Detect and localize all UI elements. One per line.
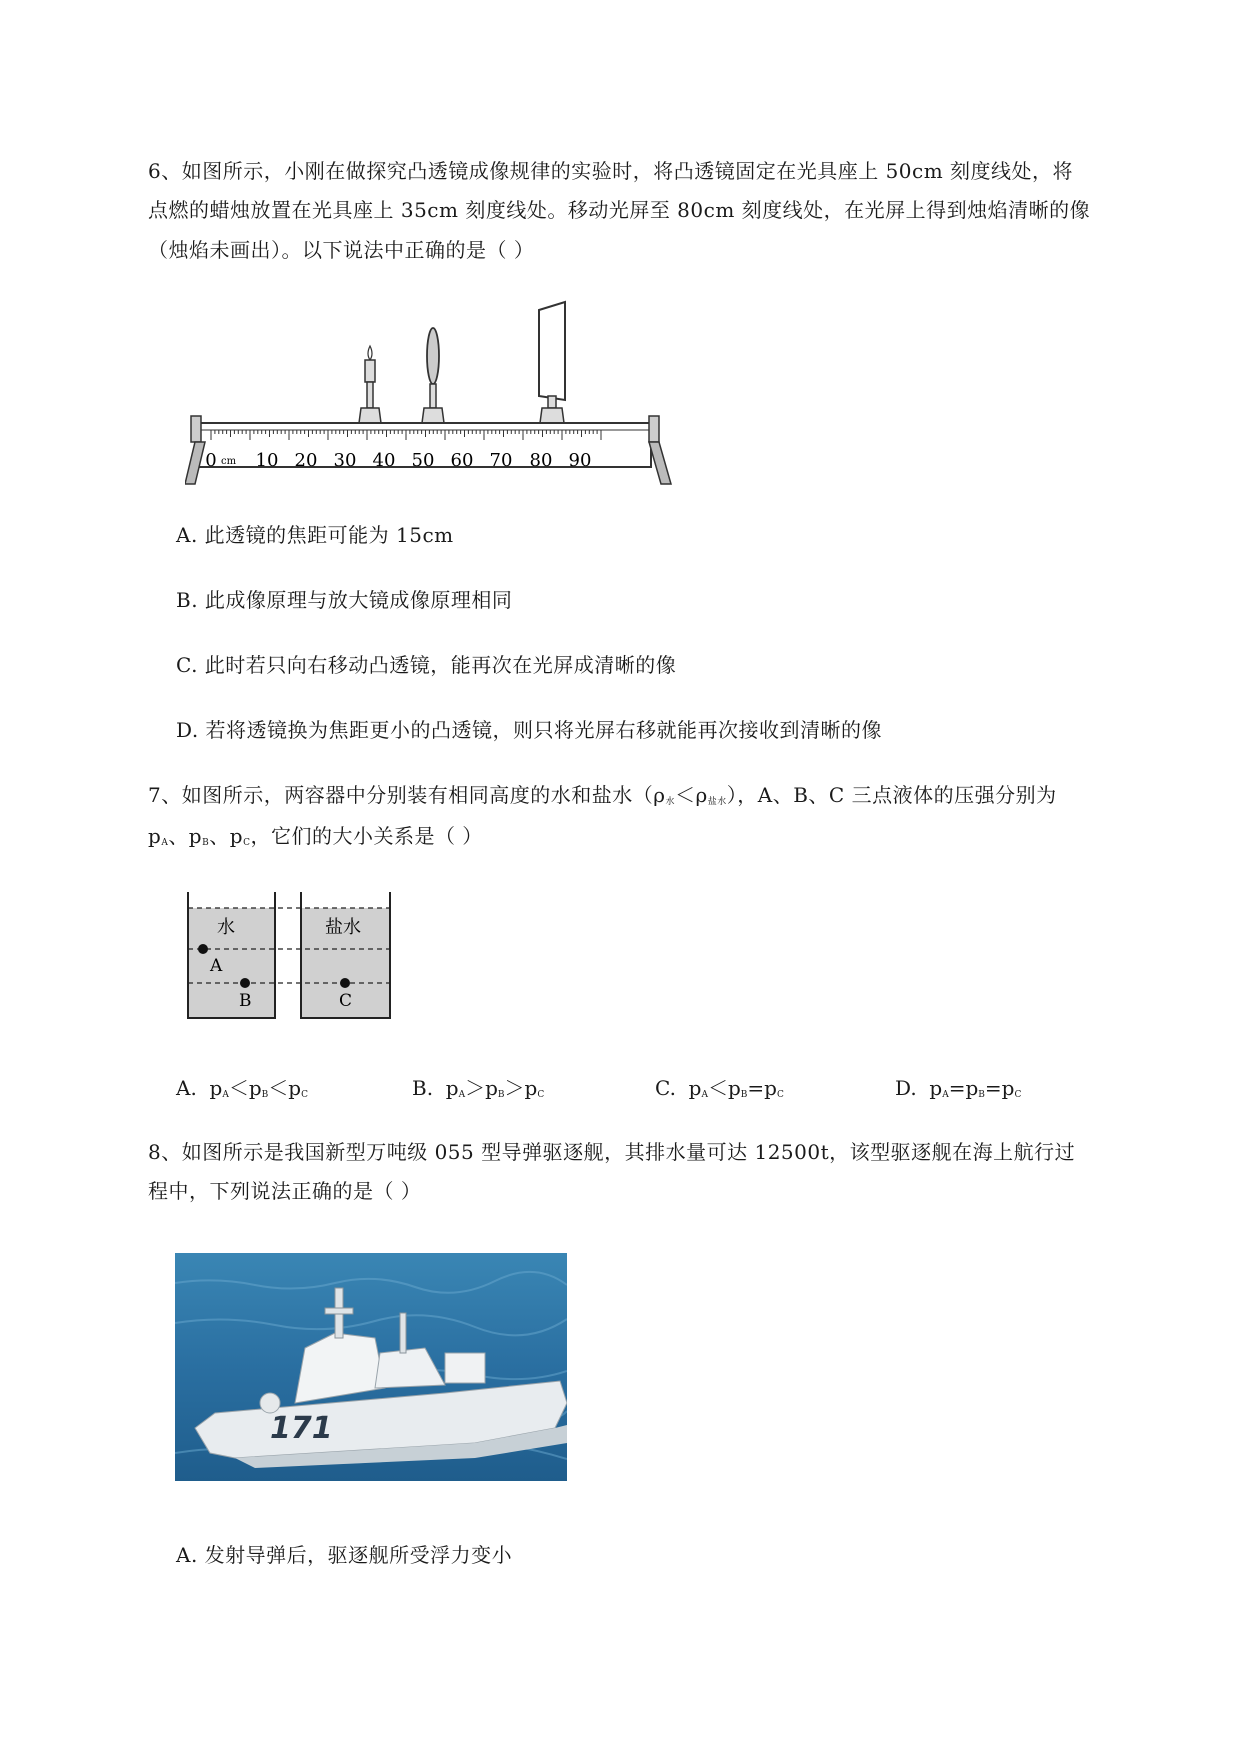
q6-option-a[interactable]: A. 此透镜的焦距可能为 15cm: [176, 523, 454, 547]
scale-label-90: 90: [568, 450, 592, 471]
scale-label-40: 40: [372, 450, 396, 471]
point-a-label: A: [210, 956, 223, 976]
q7-option-a[interactable]: A. $p_A<p_B<p_C$: [176, 1076, 308, 1100]
scale-label-60: 60: [450, 450, 474, 471]
hull-number: 171: [270, 1411, 333, 1446]
q8-option-a[interactable]: A. 发射导弹后，驱逐舰所受浮力变小: [176, 1543, 513, 1567]
q7-option-d[interactable]: D. $p_A=p_B=p_C$: [895, 1076, 1022, 1100]
q7-stem-line1: 7、如图所示，两容器中分别装有相同高度的水和盐水$(\rho_水<\rho_{盐水})$，A、B、C 三点液体的压强分别为: [148, 783, 1057, 807]
scale-label-50: 50: [411, 450, 435, 471]
scale-label-10: 10: [255, 450, 279, 471]
q7-option-b[interactable]: B. $p_A>p_B>p_C$: [412, 1076, 545, 1100]
point-c-label: C: [339, 991, 353, 1011]
point-a-dot: [198, 944, 208, 954]
convex-lens: [427, 328, 439, 384]
point-c-dot: [340, 978, 350, 988]
light-screen: [539, 302, 565, 400]
candle-flame: [368, 346, 372, 360]
scale-label-30: 30: [333, 450, 357, 471]
q6-stem-line1: 6、如图所示，小刚在做探究凸透镜成像规律的实验时，将凸透镜固定在光具座上 50cm 刻度线处，将: [148, 159, 1074, 183]
scale-label-70: 70: [489, 450, 513, 471]
q7-stem-line2: $p_A$、$p_B$、$p_C$，它们的大小关系是（ ）: [148, 824, 483, 848]
q6-option-c[interactable]: C. 此时若只向右移动凸透镜，能再次在光屏成清晰的像: [176, 653, 677, 677]
destroyer-photo: [175, 1253, 567, 1481]
q8-stem-line1: 8、如图所示是我国新型万吨级 055 型导弹驱逐舰，其排水量可达 12500t，该型驱逐舰在海上航行过: [148, 1140, 1076, 1164]
scale-label-0: 0: [205, 450, 217, 471]
q7-containers-figure: [185, 890, 395, 1025]
water-label: 水: [217, 917, 235, 938]
point-b-dot: [240, 978, 250, 988]
scale-unit-label: cm: [221, 456, 237, 467]
q6-stem-line3: （烛焰未画出）。以下说法中正确的是（ ）: [148, 238, 535, 262]
q6-option-d[interactable]: D. 若将透镜换为焦距更小的凸透镜，则只将光屏右移就能再次接收到清晰的像: [176, 718, 883, 742]
q6-optical-bench-figure: [185, 298, 685, 488]
point-b-label: B: [239, 991, 252, 1011]
salt-water-label: 盐水: [325, 917, 361, 938]
candle: [365, 360, 375, 382]
q7-option-c[interactable]: C. $p_A<p_B=p_C$: [655, 1076, 784, 1100]
q6-option-b[interactable]: B. 此成像原理与放大镜成像原理相同: [176, 588, 513, 612]
scale-label-80: 80: [529, 450, 553, 471]
q6-stem-line2: 点燃的蜡烛放置在光具座上 35cm 刻度线处。移动光屏至 80cm 刻度线处，在光屏上得到烛焰清晰的像: [148, 198, 1091, 222]
q8-stem-line2: 程中，下列说法正确的是（ ）: [148, 1179, 422, 1203]
scale-label-20: 20: [294, 450, 318, 471]
